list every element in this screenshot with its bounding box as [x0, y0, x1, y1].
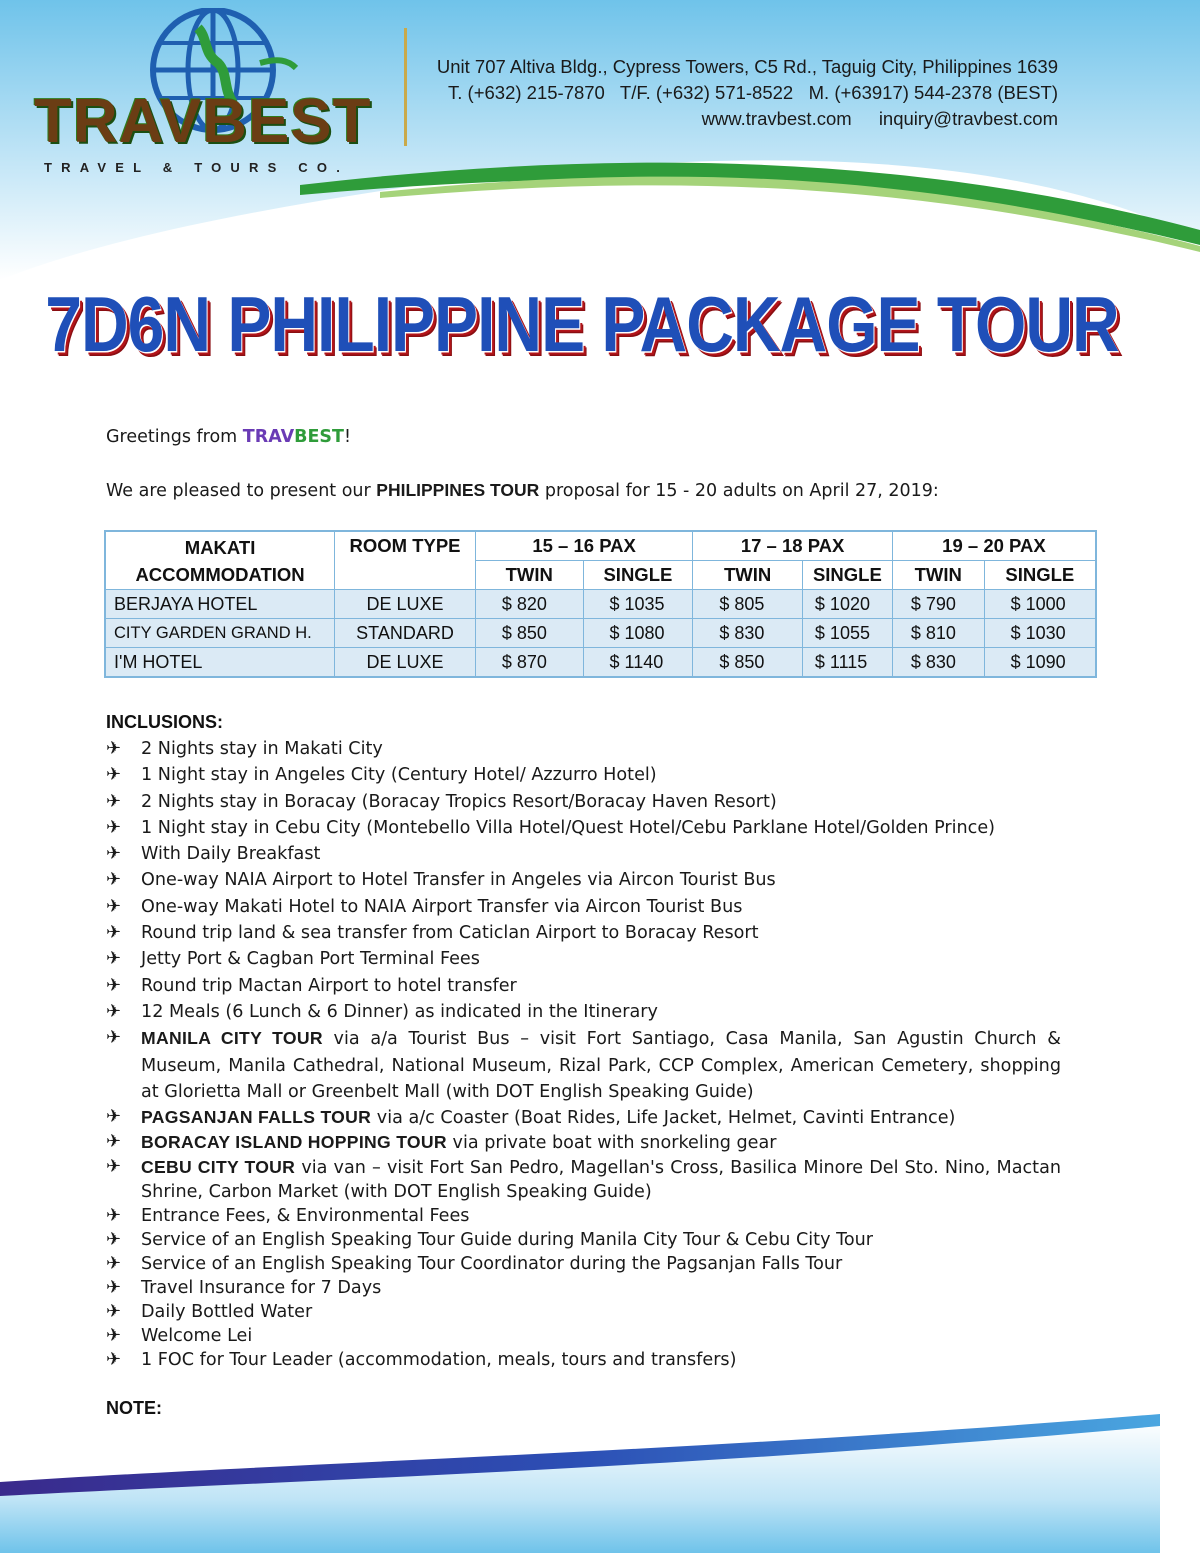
- list-item: ✈ With Daily Breakfast: [106, 841, 1061, 867]
- page-title: 7D6N PHILIPPINE PACKAGE TOUR: [45, 280, 1119, 368]
- airplane-icon: ✈: [106, 1205, 122, 1227]
- table-row: [105, 590, 1096, 619]
- price-cell: $ 850: [475, 619, 583, 648]
- list-item: ✈ Jetty Port & Cagban Port Terminal Fees: [106, 946, 1061, 972]
- header-accommodation: MAKATI ACCOMMODATION: [105, 531, 335, 590]
- list-item: ✈ Daily Bottled Water: [106, 1301, 313, 1323]
- header-pax-group: 17 – 18 PAX: [693, 531, 893, 561]
- list-item: ✈ 1 Night stay in Cebu City (Montebello Villa Hotel/Quest Hotel/Cebu Parklane Hotel/Golden Prince): [106, 815, 1061, 841]
- price-cell: $ 850: [693, 648, 803, 678]
- list-item: ✈ MANILA CITY TOUR via a/a Tourist Bus – visit Fort Santiago, Casa Manila, San Agustin Church & Museum, Manila Cathedral, National Museum, Rizal Park, CCP Complex, American Cemetery, shopping at Glorietta Mall or Greenbelt Mall (with DOT English Speaking Guide): [106, 1027, 1061, 1102]
- header-single: SINGLE: [583, 561, 693, 590]
- airplane-icon: ✈: [106, 1349, 122, 1371]
- header-single: SINGLE: [984, 561, 1096, 590]
- rates-table: [104, 530, 1097, 678]
- price-cell: $ 820: [475, 590, 583, 619]
- airplane-icon: ✈: [106, 764, 122, 786]
- airplane-icon: ✈: [106, 1277, 122, 1299]
- list-item: ✈ Round trip Mactan Airport to hotel transfer: [106, 973, 1061, 999]
- airplane-icon: ✈: [106, 1131, 122, 1153]
- list-item: ✈ PAGSANJAN FALLS TOUR via a/c Coaster (Boat Rides, Life Jacket, Helmet, Cavinti Entrance): [106, 1106, 956, 1129]
- price-cell: $ 1020: [802, 590, 892, 619]
- list-item: ✈ 1 FOC for Tour Leader (accommodation, meals, tours and transfers): [106, 1349, 737, 1371]
- phone-numbers: T. (+632) 215-7870 T/F. (+632) 571-8522 M. (+63917) 544-2378 (BEST): [448, 82, 1058, 103]
- brand-best: BEST: [294, 427, 344, 447]
- hotel-name: I'M HOTEL: [105, 648, 335, 678]
- list-item: ✈ CEBU CITY TOUR via van – visit Fort San Pedro, Magellan's Cross, Basilica Minore Del Sto. Nino, Mactan Shrine, Carbon Market (with DOT English Speaking Guide): [106, 1156, 1061, 1203]
- list-item: ✈ Entrance Fees, & Environmental Fees: [106, 1205, 470, 1227]
- price-cell: $ 1030: [984, 619, 1096, 648]
- header-room-type: ROOM TYPE: [335, 531, 476, 590]
- airplane-icon: ✈: [106, 922, 122, 944]
- header-twin: TWIN: [475, 561, 583, 590]
- price-cell: $ 1035: [583, 590, 693, 619]
- list-item: ✈ Travel Insurance for 7 Days: [106, 1277, 382, 1299]
- room-type: DE LUXE: [335, 648, 476, 678]
- airplane-icon: ✈: [106, 1229, 122, 1251]
- airplane-icon: ✈: [106, 816, 122, 838]
- table-row: [105, 619, 1096, 648]
- airplane-icon: ✈: [106, 948, 122, 970]
- price-cell: $ 1080: [583, 619, 693, 648]
- address: Unit 707 Altiva Bldg., Cypress Towers, C5 Rd., Taguig City, Philippines 1639: [436, 56, 1058, 77]
- airplane-icon: ✈: [106, 974, 122, 996]
- price-cell: $ 805: [693, 590, 803, 619]
- table-row: [105, 648, 1096, 678]
- airplane-icon: ✈: [106, 1000, 122, 1022]
- airplane-icon: ✈: [106, 869, 122, 891]
- list-item: ✈ Welcome Lei: [106, 1325, 253, 1347]
- list-item: ✈ Service of an English Speaking Tour Guide during Manila City Tour & Cebu City Tour: [106, 1229, 873, 1251]
- price-cell: $ 830: [693, 619, 803, 648]
- airplane-icon: ✈: [106, 895, 122, 917]
- list-item: ✈ Round trip land & sea transfer from Caticlan Airport to Boracay Resort: [106, 920, 1061, 946]
- inclusions-heading: INCLUSIONS:: [106, 712, 223, 732]
- list-item: ✈ Service of an English Speaking Tour Coordinator during the Pagsanjan Falls Tour: [106, 1253, 843, 1275]
- note-heading: NOTE:: [106, 1398, 162, 1418]
- price-cell: $ 790: [892, 590, 984, 619]
- price-cell: $ 810: [892, 619, 984, 648]
- contact-block: [437, 54, 1058, 132]
- airplane-icon: ✈: [106, 1325, 122, 1347]
- list-item: ✈ 1 Night stay in Angeles City (Century Hotel/ Azzurro Hotel): [106, 762, 1061, 788]
- price-cell: $ 870: [475, 648, 583, 678]
- hotel-name: CITY GARDEN GRAND H.: [105, 619, 335, 648]
- airplane-icon: ✈: [106, 843, 122, 865]
- airplane-icon: ✈: [106, 1027, 122, 1049]
- intro-text: We are pleased to present our PHILIPPINES TOUR proposal for 15 - 20 adults on April 27, 2019:: [106, 480, 939, 501]
- header-pax-group: 15 – 16 PAX: [475, 531, 692, 561]
- price-cell: $ 1115: [802, 648, 892, 678]
- list-item: ✈ BORACAY ISLAND HOPPING TOUR via private boat with snorkeling gear: [106, 1131, 777, 1154]
- inclusions-list: [106, 736, 1061, 1372]
- airplane-icon: ✈: [106, 790, 122, 812]
- header-single: SINGLE: [802, 561, 892, 590]
- header-divider: [404, 28, 407, 146]
- airplane-icon: ✈: [106, 1301, 122, 1323]
- price-cell: $ 1140: [583, 648, 693, 678]
- price-cell: $ 1055: [802, 619, 892, 648]
- logo-tagline: TRAVEL & TOURS CO.: [44, 160, 350, 175]
- brand-trav: TRAV: [242, 427, 295, 447]
- list-item: ✈ One-way Makati Hotel to NAIA Airport Transfer via Aircon Tourist Bus: [106, 894, 1061, 920]
- room-type: STANDARD: [335, 619, 476, 648]
- airplane-icon: ✈: [106, 738, 122, 759]
- price-cell: $ 830: [892, 648, 984, 678]
- header-pax-group: 19 – 20 PAX: [892, 531, 1096, 561]
- greeting: Greetings from TRAVBEST!: [106, 427, 351, 447]
- header-twin: TWIN: [892, 561, 984, 590]
- intro-bold: PHILIPPINES TOUR: [376, 480, 540, 500]
- hotel-name: BERJAYA HOTEL: [105, 590, 335, 619]
- airplane-icon: ✈: [106, 1253, 122, 1275]
- list-item: ✈ 2 Nights stay in Boracay (Boracay Tropics Resort/Boracay Haven Resort): [106, 789, 1061, 815]
- list-item: ✈ 12 Meals (6 Lunch & 6 Dinner) as indicated in the Itinerary: [106, 999, 1061, 1025]
- airplane-icon: ✈: [106, 1106, 122, 1128]
- website-link[interactable]: www.travbest.com: [701, 108, 852, 129]
- email-link[interactable]: inquiry@travbest.com: [878, 108, 1058, 129]
- footer-background: [0, 1400, 1200, 1553]
- list-item: ✈ One-way NAIA Airport to Hotel Transfer in Angeles via Aircon Tourist Bus: [106, 867, 1061, 893]
- room-type: DE LUXE: [335, 590, 476, 619]
- airplane-icon: ✈: [106, 1156, 122, 1178]
- header-twin: TWIN: [693, 561, 803, 590]
- list-item: ✈ 2 Nights stay in Makati City: [106, 736, 1061, 762]
- company-logo: [28, 8, 372, 178]
- price-cell: $ 1000: [984, 590, 1096, 619]
- logo-wordmark: TRAVBEST: [34, 87, 372, 156]
- price-cell: $ 1090: [984, 648, 1096, 678]
